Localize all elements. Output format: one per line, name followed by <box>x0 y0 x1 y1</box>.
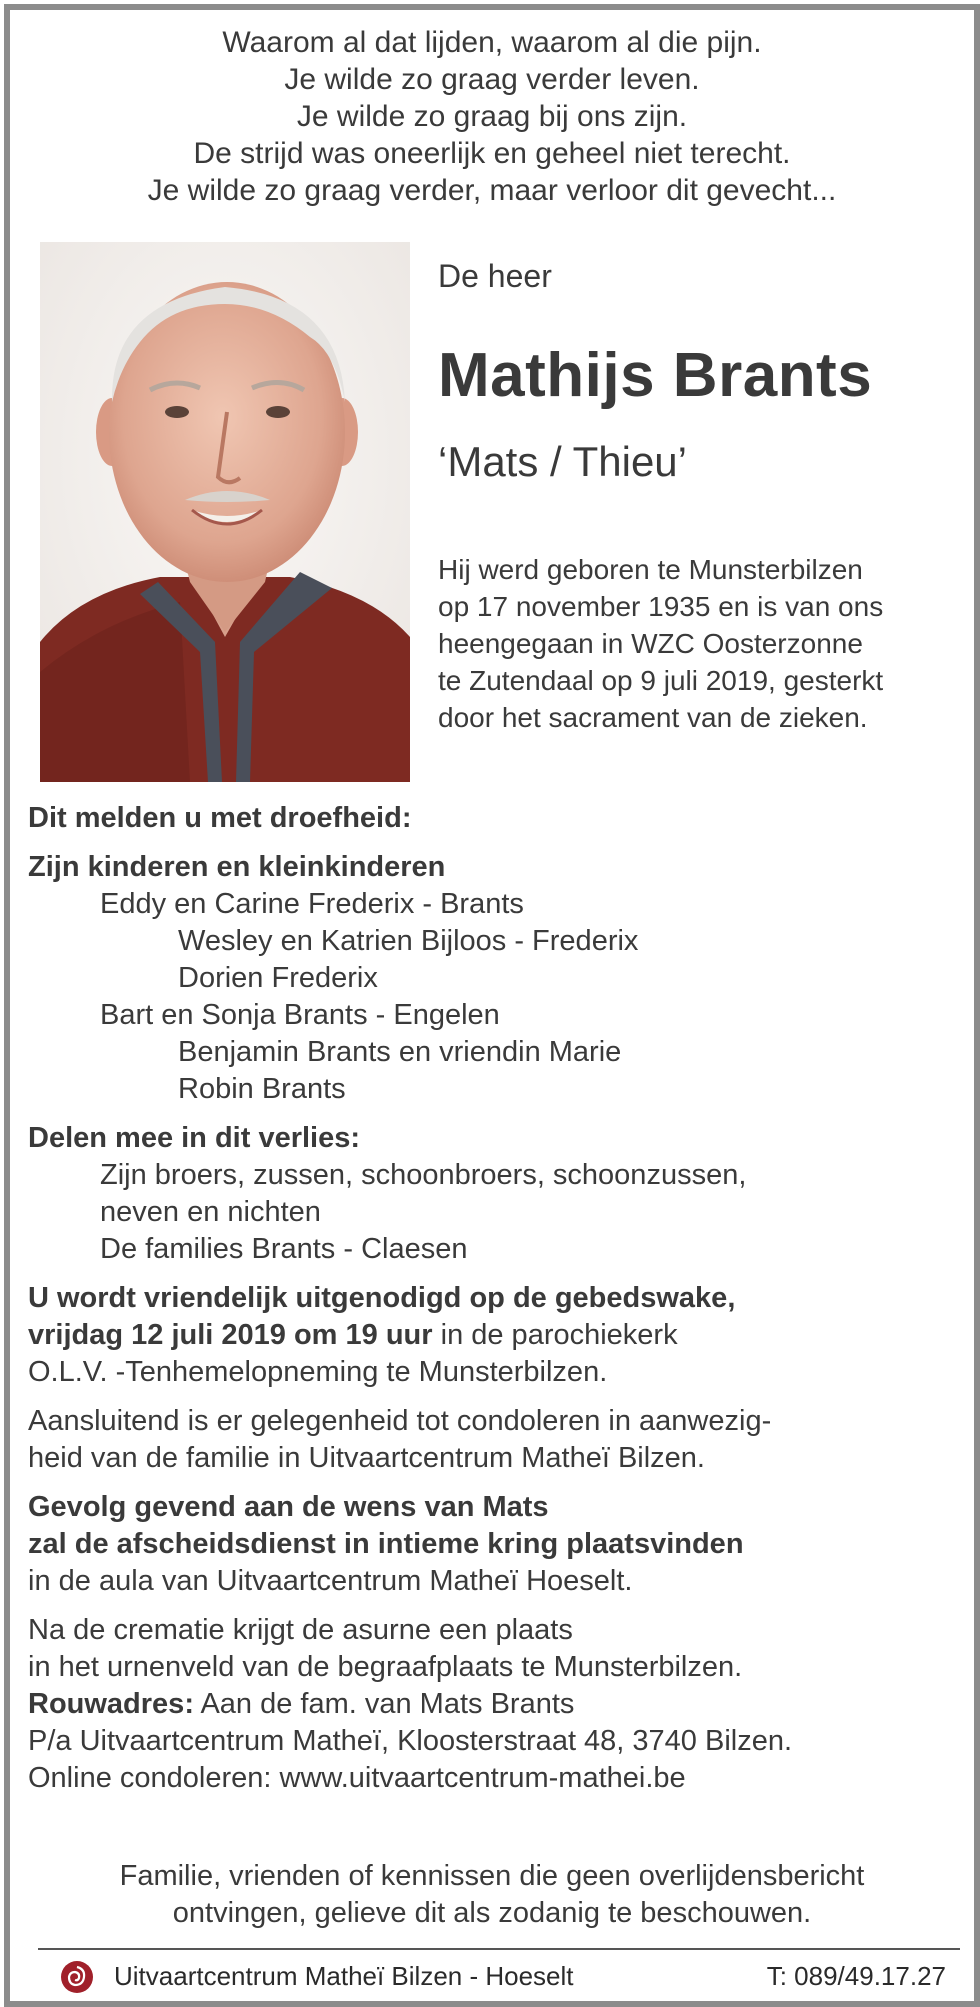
announcement-body <box>28 800 968 1797</box>
address-line: P/a Uitvaartcentrum Matheï, Kloosterstraat 48, 3740 Bilzen. <box>28 1725 793 1757</box>
family-line: Eddy en Carine Frederix - Brants <box>100 888 524 920</box>
bio-line: Hij werd geboren te Munsterbilzen <box>438 554 863 585</box>
condolence-line: heid van de familie in Uitvaartcentrum Matheï Bilzen. <box>28 1442 705 1474</box>
poem-line: Je wilde zo graag verder, maar verloor dit gevecht... <box>147 174 837 207</box>
address-label: Rouwadres: <box>28 1688 194 1720</box>
closing-line: ontvingen, gelieve dit als zodanig te beschouwen. <box>172 1897 812 1929</box>
share-heading: Delen mee in dit verlies: <box>28 1122 361 1154</box>
wake-date: vrijdag 12 juli 2019 om 19 uur <box>28 1319 433 1351</box>
rose-logo-icon <box>60 1960 94 1994</box>
poem-line: Je wilde zo graag bij ons zijn. <box>296 100 688 133</box>
bio-line: op 17 november 1935 en is van ons <box>438 591 884 622</box>
footer <box>38 1956 960 1996</box>
wake-line <box>28 1317 968 1354</box>
wake-location: in de parochiekerk <box>432 1319 678 1351</box>
bio-line: door het sacrament van de zieken. <box>438 702 868 733</box>
bio-line: heengegaan in WZC Oosterzonne <box>438 628 863 659</box>
salutation: De heer <box>438 258 552 294</box>
address-text: Aan de fam. van Mats Brants <box>193 1688 575 1720</box>
funeral-home-name: Uitvaartcentrum Matheï Bilzen - Hoeselt <box>114 1961 574 1991</box>
footer-divider <box>38 1948 960 1950</box>
poem-line: Waarom al dat lijden, waarom al die pijn. <box>222 26 762 59</box>
condolence-line: Aansluitend is er gelegenheid tot condoleren in aanwezig- <box>28 1405 772 1437</box>
address-line <box>28 1686 968 1723</box>
biography <box>438 551 883 736</box>
poem-line: Je wilde zo graag verder leven. <box>284 63 700 96</box>
closing-note <box>10 1858 974 1932</box>
share-line: Zijn broers, zussen, schoonbroers, schoonzussen, <box>100 1159 747 1191</box>
service-line: Gevolg gevend aan de wens van Mats <box>28 1491 549 1523</box>
family-line: Wesley en Katrien Bijloos - Frederix <box>178 925 639 957</box>
service-line: zal de afscheidsdienst in intieme kring plaatsvinden <box>28 1528 744 1560</box>
cremation-line: Na de crematie krijgt de asurne een plaats <box>28 1614 573 1646</box>
online-condolence-line: Online condoleren: www.uitvaartcentrum-mathei.be <box>28 1762 686 1794</box>
closing-line: Familie, vrienden of kennissen die geen overlijdensbericht <box>119 1860 865 1892</box>
family-line: Bart en Sonja Brants - Engelen <box>100 999 500 1031</box>
bio-line: te Zutendaal op 9 juli 2019, gesterkt <box>438 665 884 696</box>
obituary-frame <box>4 4 980 2007</box>
family-line: Robin Brants <box>178 1073 346 1105</box>
poem-line: De strijd was oneerlijk en geheel niet terecht. <box>193 137 791 170</box>
announce-heading: Dit melden u met droefheid: <box>28 802 412 834</box>
service-line: in de aula van Uitvaartcentrum Matheï Hoeselt. <box>28 1565 633 1597</box>
deceased-nickname: ‘Mats / Thieu’ <box>438 438 687 485</box>
family-line: Benjamin Brants en vriendin Marie <box>178 1036 622 1068</box>
portrait-photo <box>40 242 410 782</box>
children-heading: Zijn kinderen en kleinkinderen <box>28 851 446 883</box>
wake-line: O.L.V. -Tenhemelopneming te Munsterbilzen. <box>28 1356 608 1388</box>
wake-line: U wordt vriendelijk uitgenodigd op de gebedswake, <box>28 1282 736 1314</box>
cremation-line: in het urnenveld van de begraafplaats te Munsterbilzen. <box>28 1651 743 1683</box>
share-line: De families Brants - Claesen <box>100 1233 468 1265</box>
share-line: neven en nichten <box>100 1196 321 1228</box>
family-line: Dorien Frederix <box>178 962 378 994</box>
deceased-name: Mathijs Brants <box>438 341 873 410</box>
poem <box>10 24 974 209</box>
funeral-home-phone: T: 089/49.17.27 <box>766 1961 946 1991</box>
